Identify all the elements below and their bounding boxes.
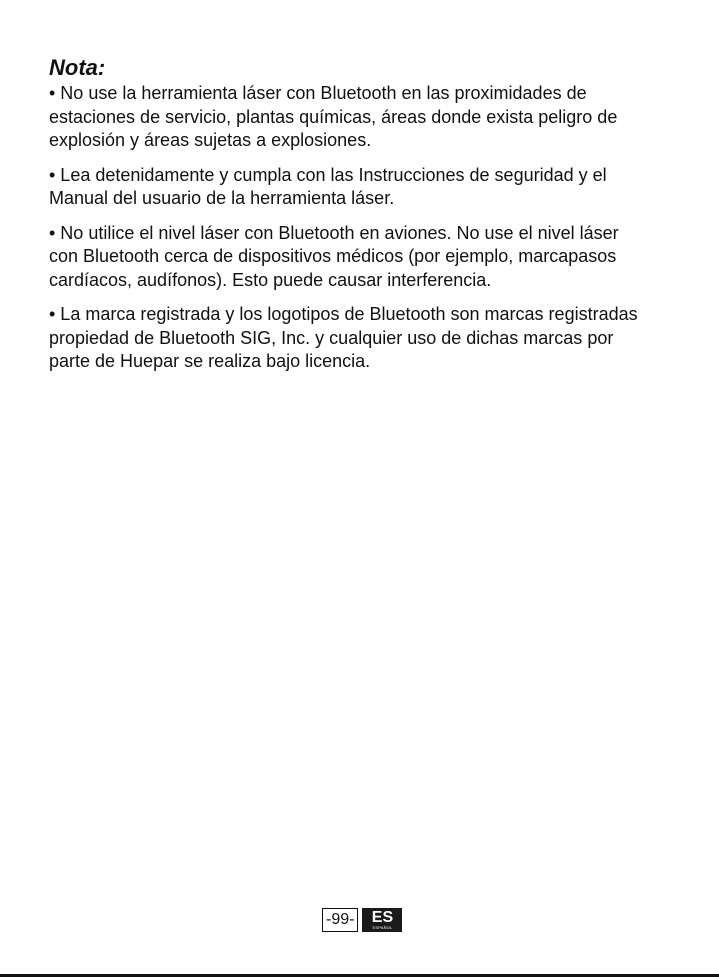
language-code: ES (371, 909, 394, 926)
note-item-1: • No use la herramienta láser con Bluetooth en las proximidades de estaciones de servicio, plantas químicas, áreas donde exista peligro de explosión y áreas sujetas a explosiones. (49, 83, 618, 150)
note-item-3: • No utilice el nivel láser con Bluetooth en aviones. No use el nivel láser con Bluetooth cerca de dispositivos médicos (por ejemplo, marcapasos cardíacos, audífonos). Esto puede causar interferencia. (49, 222, 619, 290)
note-section (49, 55, 649, 385)
note-item-4: • La marca registrada y los logotipos de Bluetooth son marcas registradas propiedad de Bluetooth SIG, Inc. y cualquier uso de dichas marcas por parte de Huepar se realiza bajo licencia. (49, 304, 638, 371)
note-title: Nota: (49, 55, 106, 80)
language-name: ESPAÑOL (372, 925, 393, 930)
page-number: -99- (322, 908, 358, 932)
note-list (49, 82, 649, 374)
note-item-2: • Lea detenidamente y cumpla con las Instrucciones de seguridad y el Manual del usuario de la herramienta láser. (49, 164, 607, 208)
page-footer (322, 908, 402, 932)
language-badge (362, 908, 402, 932)
